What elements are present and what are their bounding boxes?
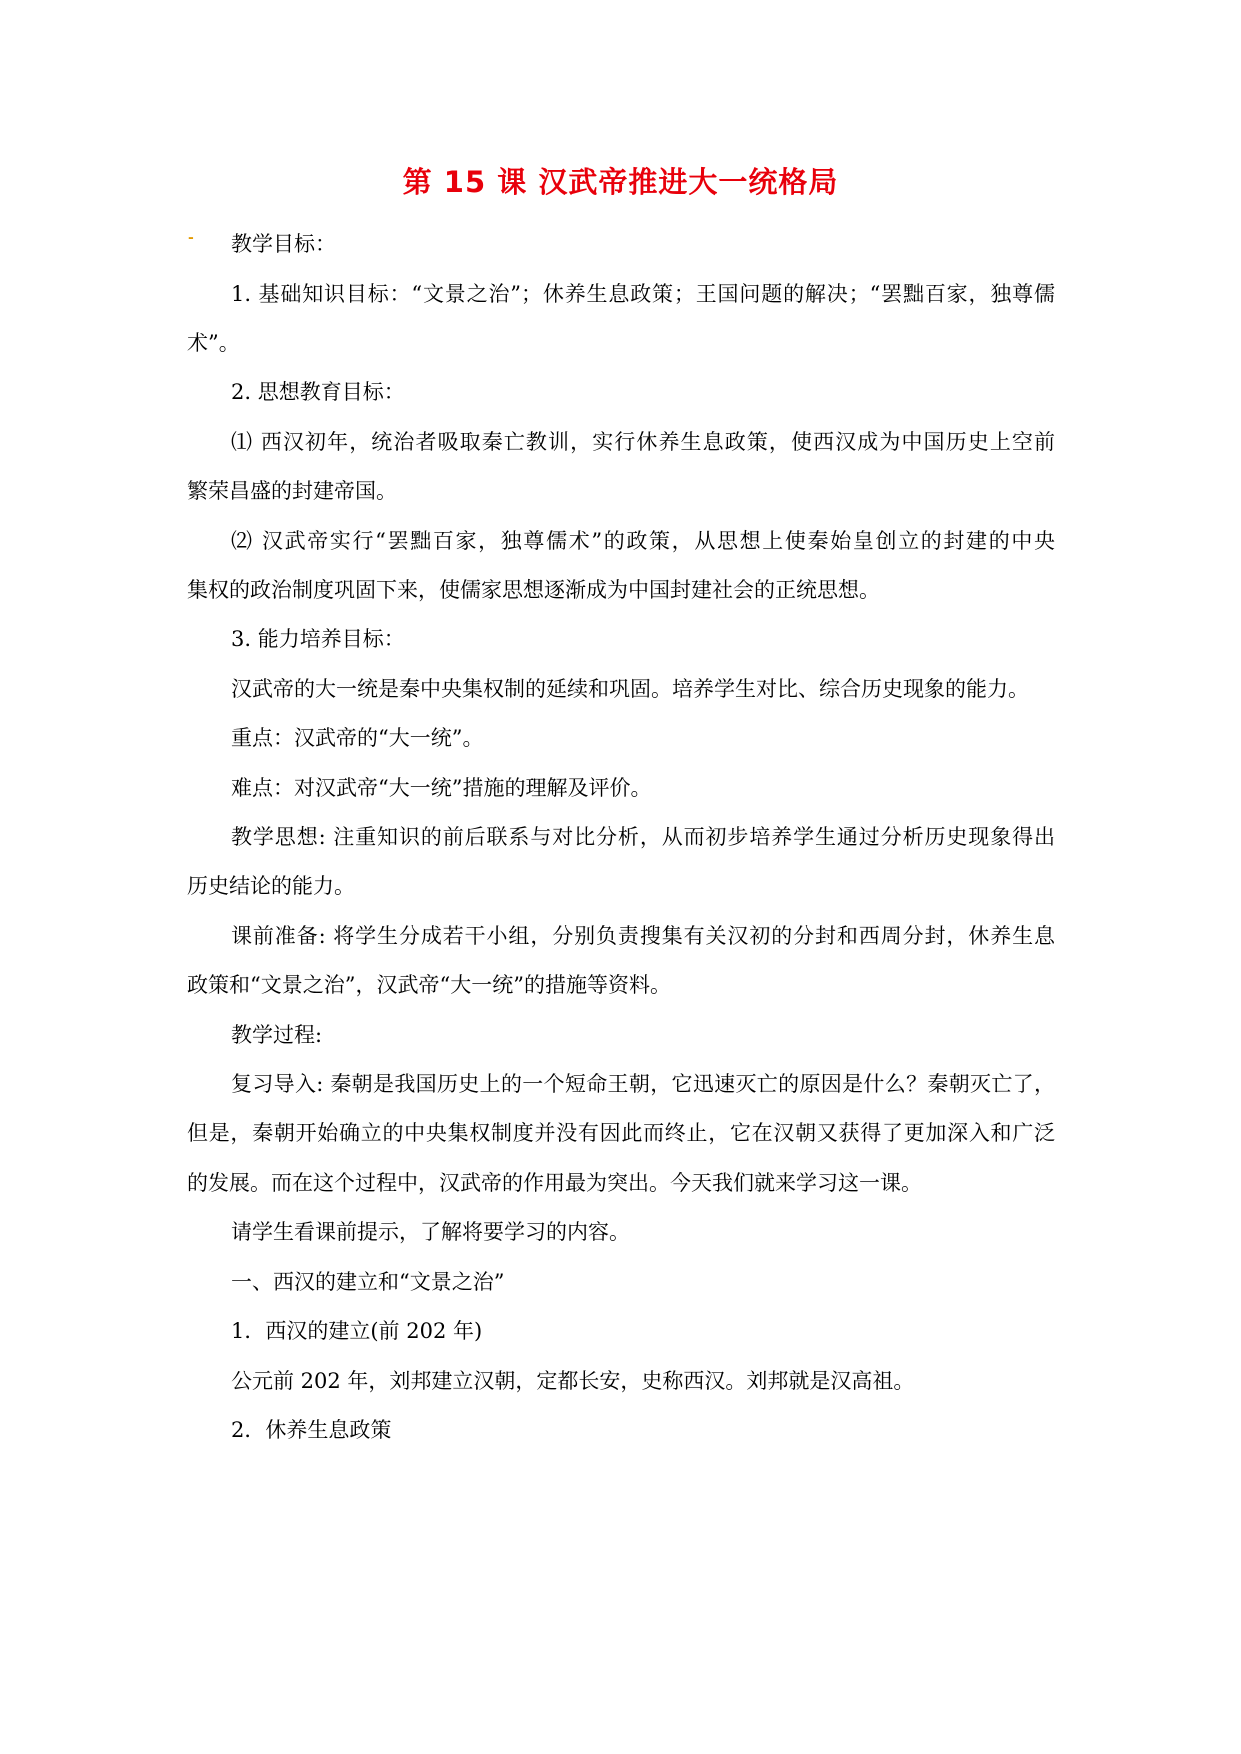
objectives-heading: 教学目标： <box>231 232 336 256</box>
paragraph-line: 教学思想: 注重知识的前后联系与对比分析，从而初步培养学生通过分析历史现象得出 <box>231 825 1055 849</box>
paragraph-line: 的发展。而在这个过程中，汉武帝的作用最为突出。今天我们就来学习这一课。 <box>187 1171 922 1195</box>
paragraph-line: 公元前 202 年，刘邦建立汉朝，定都长安，史称西汉。刘邦就是汉高祖。 <box>231 1369 915 1393</box>
section-heading: 一、西汉的建立和“文景之治” <box>231 1270 505 1294</box>
paragraph-line: 集权的政治制度巩固下来，使儒家思想逐渐成为中国封建社会的正统思想。 <box>187 578 880 602</box>
bullet-marker: - <box>188 230 194 246</box>
paragraph-line: ⑵ 汉武帝实行“罢黜百家，独尊儒术”的政策，从思想上使秦始皇创立的封建的中央 <box>231 529 1055 553</box>
paragraph-line: 课前准备: 将学生分成若干小组，分别负责搜集有关汉初的分封和西周分封，休养生息 <box>231 924 1055 948</box>
process-heading: 教学过程: <box>231 1023 323 1047</box>
paragraph-line: 但是，秦朝开始确立的中央集权制度并没有因此而终止，它在汉朝又获得了更加深入和广泛 <box>187 1121 1055 1145</box>
subsection-heading: 2．休养生息政策 <box>231 1418 392 1442</box>
paragraph-line: ⑴ 西汉初年，统治者吸取秦亡教训，实行休养生息政策，使西汉成为中国历史上空前 <box>231 430 1055 454</box>
paragraph-line: 请学生看课前提示，了解将要学习的内容。 <box>231 1220 630 1244</box>
paragraph-line: 2. 思想教育目标： <box>231 380 405 404</box>
paragraph-line: 1. 基础知识目标：“文景之治”；休养生息政策；王国问题的解决；“罢黜百家，独尊儒 <box>231 282 1055 306</box>
paragraph-line: 汉武帝的大一统是秦中央集权制的延续和巩固。培养学生对比、综合历史现象的能力。 <box>231 677 1029 701</box>
paragraph-line: 繁荣昌盛的封建帝国。 <box>187 479 397 503</box>
paragraph-line: 历史结论的能力。 <box>187 874 355 898</box>
paragraph-line: 政策和“文景之治”，汉武帝“大一统”的措施等资料。 <box>187 973 671 997</box>
key-point-line: 重点：汉武帝的“大一统”。 <box>231 726 484 750</box>
subsection-heading: 1．西汉的建立(前 202 年) <box>231 1319 483 1343</box>
paragraph-line: 复习导入: 秦朝是我国历史上的一个短命王朝，它迅速灭亡的原因是什么？秦朝灭亡了， <box>231 1072 1055 1096</box>
paragraph-line: 术”。 <box>187 331 240 355</box>
difficulty-line: 难点：对汉武帝“大一统”措施的理解及评价。 <box>231 776 652 800</box>
lesson-title: 第 15 课 汉武帝推进大一统格局 <box>402 165 839 199</box>
paragraph-line: 3. 能力培养目标： <box>231 627 405 651</box>
